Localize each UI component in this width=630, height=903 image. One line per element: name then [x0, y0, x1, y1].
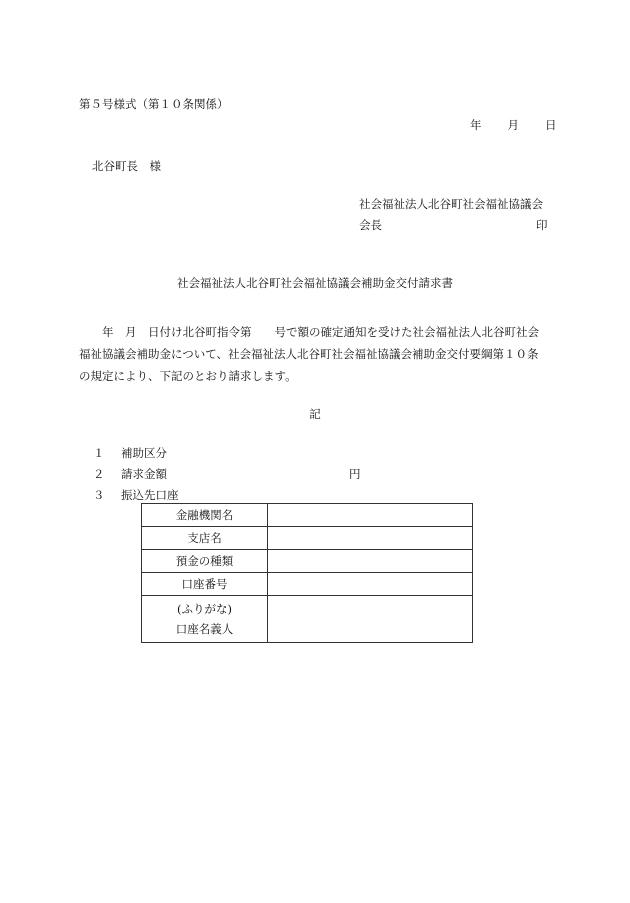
sender-organization: 社会福祉法人北谷町社会福祉協議会 — [359, 197, 543, 211]
body-line-3: の規定により、下記のとおり請求します。 — [79, 369, 297, 383]
deposit-type-field[interactable] — [268, 550, 473, 573]
item-subsidy-category — [93, 446, 167, 460]
item-number: ３ — [93, 488, 105, 502]
ki-heading: 記 — [309, 407, 321, 421]
table-row — [142, 550, 473, 573]
bank-name-label: 金融機関名 — [142, 504, 268, 527]
item-number: ２ — [93, 467, 105, 481]
table-row — [142, 573, 473, 596]
item-bank-account — [93, 488, 179, 502]
seal-mark: 印 — [536, 218, 548, 232]
item-request-amount — [93, 467, 167, 481]
account-number-label: 口座番号 — [142, 573, 268, 596]
branch-name-field[interactable] — [268, 527, 473, 550]
date-line — [470, 118, 557, 132]
table-row — [142, 504, 473, 527]
account-holder-label — [142, 596, 268, 643]
form-number: 第５号様式（第１０条関係） — [79, 97, 229, 111]
item-number: １ — [93, 446, 105, 460]
deposit-type-label: 預金の種類 — [142, 550, 268, 573]
body-line-1: 年 月 日付け北谷町指令第 号で額の確定通知を受けた社会福祉法人北谷町社会 — [79, 325, 539, 339]
account-holder-field[interactable] — [268, 596, 473, 643]
body-line-2: 福祉協議会補助金について、社会福祉法人北谷町社会福祉協議会補助金交付要綱第１０条 — [79, 347, 539, 361]
date-day: 日 — [545, 118, 557, 132]
table-row — [142, 527, 473, 550]
document-title: 社会福祉法人北谷町社会福祉協議会補助金交付請求書 — [177, 276, 453, 290]
body-paragraph — [79, 321, 559, 387]
addressee: 北谷町長 様 — [92, 159, 161, 173]
holder-label: 口座名義人 — [175, 622, 234, 636]
item-label: 請求金額 — [121, 467, 167, 481]
sender-chair: 会長 — [359, 218, 382, 232]
amount-unit: 円 — [349, 467, 361, 481]
branch-name-label: 支店名 — [142, 527, 268, 550]
date-year: 年 — [470, 118, 482, 132]
table-row — [142, 596, 473, 643]
furigana-label: (ふりがな) — [177, 602, 232, 616]
item-label: 補助区分 — [121, 446, 167, 460]
item-label: 振込先口座 — [121, 488, 179, 502]
account-number-field[interactable] — [268, 573, 473, 596]
bank-account-table — [141, 503, 473, 643]
bank-name-field[interactable] — [268, 504, 473, 527]
date-month: 月 — [507, 118, 519, 132]
